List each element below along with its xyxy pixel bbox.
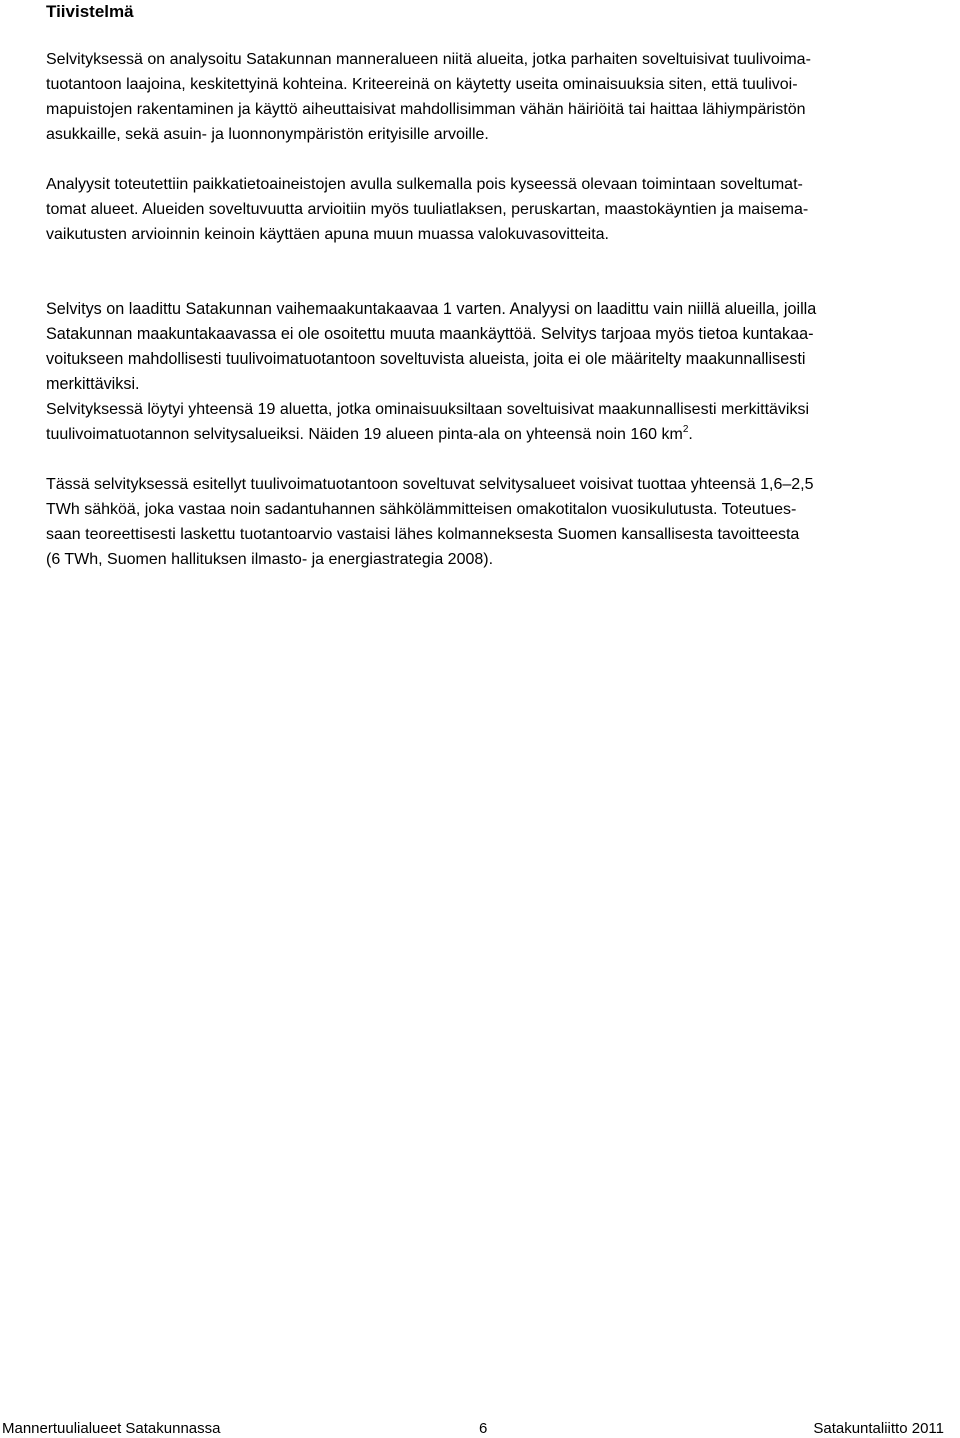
paragraph-2: Analyysit toteutettiin paikkatietoaineistojen avulla sulkemalla pois kyseessä olevaan toimintaan soveltumat- tomat alueet. Alueiden soveltuvuutta arvioitiin myös tuuliatlaksen, peruskartan, maastokäyntien ja maisema- vaikutusten arvioinnin keinoin käyttäen apuna muun muassa valokuvasovitteita. — [46, 176, 809, 243]
footer-page-number: 6 — [479, 1420, 488, 1437]
paragraph-5: Tässä selvityksessä esitellyt tuulivoimatuotantoon soveltuvat selvitysalueet voisivat tuottaa yhteensä 1,6–2,5 TWh sähköä, joka vastaa noin sadantuhannen sähkölämmitteisen omakotitalon vuosikulutusta. Toteutues- saan teoreettisesti laskettu tuotantoarvio vastaisi lähes kolmanneksesta Suomen kansallisesta tavoitteesta (6 TWh, Suomen hallituksen ilmasto- ja energiastrategia 2008). — [46, 476, 814, 568]
footer-publisher: Satakuntaliitto 2011 — [813, 1420, 944, 1437]
paragraph-3: Selvitys on laadittu Satakunnan vaihemaakuntakaavaa 1 varten. Analyysi on laadittu vain niillä alueilla, joilla Satakunnan maakuntakaavassa ei ole osoitettu muuta maankäyttöä. Selvitys tarjoaa myös tietoa kuntakaa- voitukseen mahdollisesti tuulivoimatuotantoon soveltuvista alueista, joita ei ole määritelty maakunnallisesti merkittäviksi. — [46, 300, 817, 393]
page-heading: Tiivistelmä — [46, 2, 134, 21]
superscript-2: 2 — [682, 424, 689, 435]
paragraph-4-text: Selvityksessä löytyi yhteensä 19 aluetta, jotka ominaisuuksiltaan soveltuisivat maakunnallisesti merkittäviksi tuulivoimatuotannon selvitysalueiksi. Näiden 19 alueen pinta-ala on yhteensä noin 160 km — [46, 401, 810, 443]
paragraph-1: Selvityksessä on analysoitu Satakunnan manneralueen niitä alueita, jotka parhaiten soveltuisivat tuulivoima- tuotantoon laajoina, keskitettyinä kohteina. Kriteereinä on käytetty useita ominaisuuksia siten, että tuulivoi- mapuistojen rakentaminen ja käyttö aiheuttaisivat mahdollisimman vähän häiriöitä tai haittaa lähiympäristön asukkaille, sekä asuin- ja luonnonympäristön erityisille arvoille. — [46, 51, 811, 143]
paragraph-4-end: . — [688, 426, 693, 443]
page-footer — [0, 1420, 960, 1438]
footer-document-title: Mannertuulialueet Satakunnassa — [2, 1420, 221, 1437]
paragraph-4 — [46, 397, 956, 447]
